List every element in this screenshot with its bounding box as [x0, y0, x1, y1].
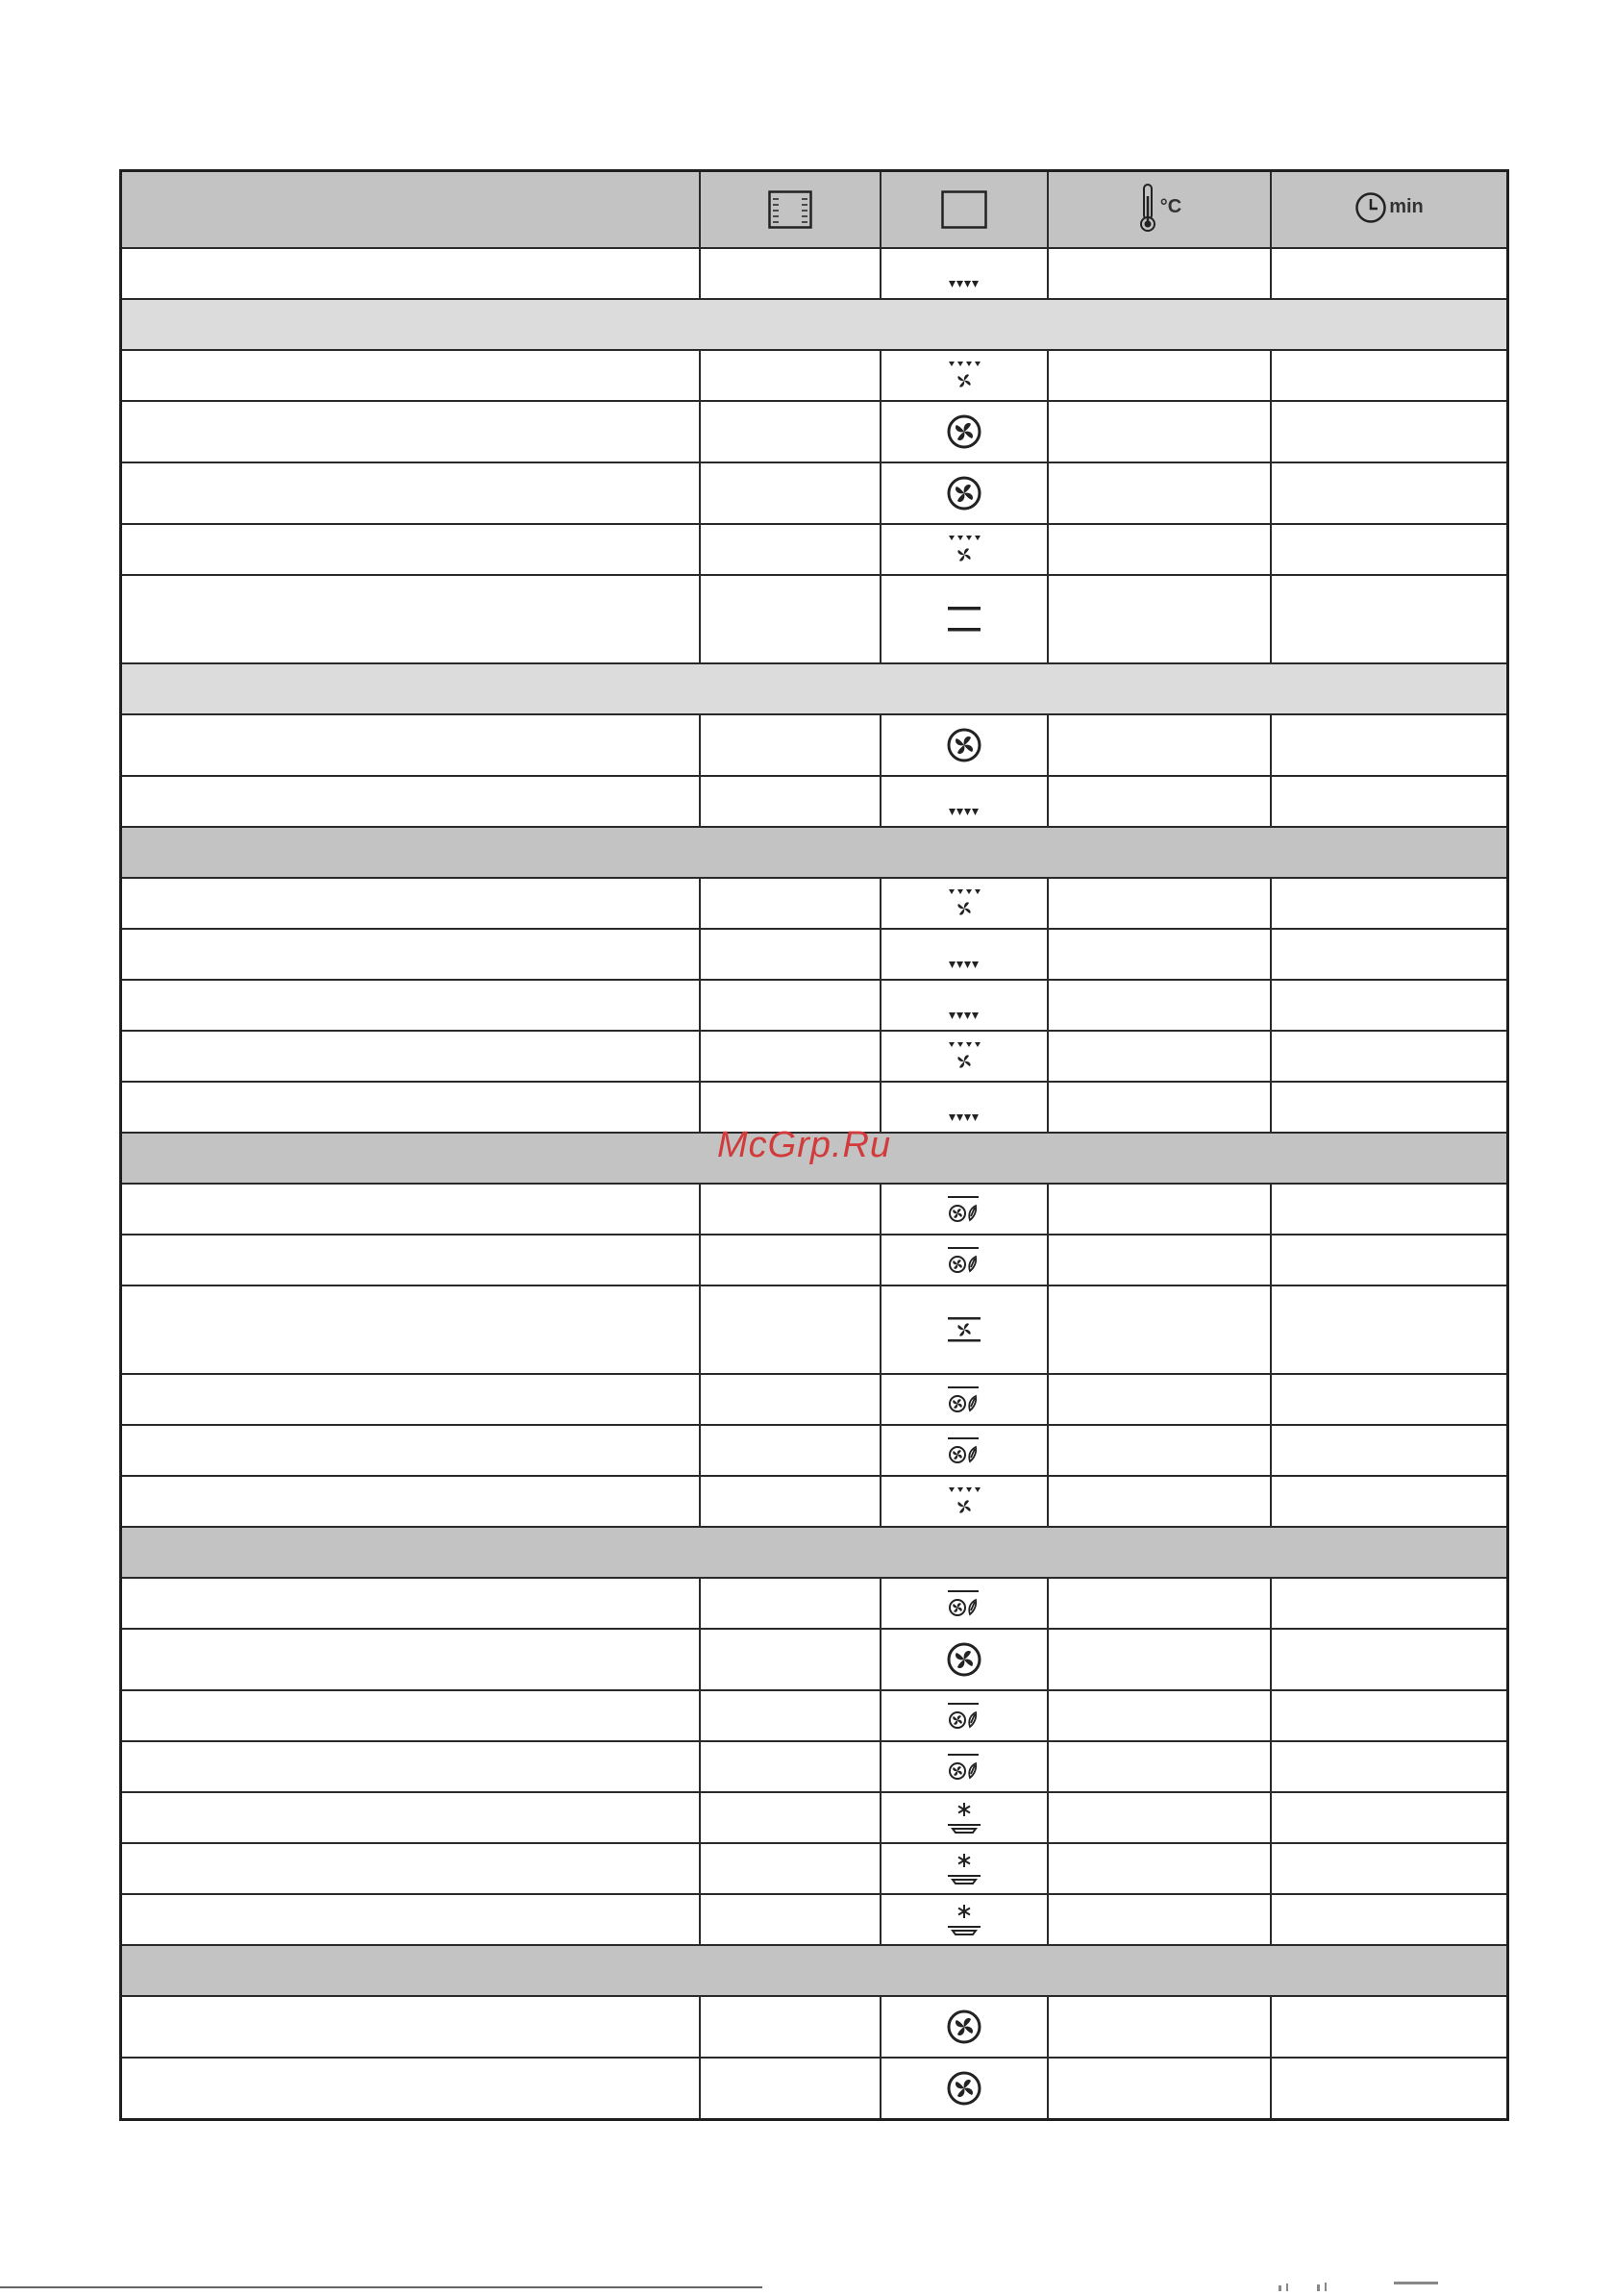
- temperature-cell: [1048, 462, 1271, 524]
- time-cell: [1271, 462, 1508, 524]
- temperature-cell: [1048, 1235, 1271, 1285]
- dish-cell: [121, 2058, 701, 2120]
- mode-cell: [881, 1235, 1048, 1285]
- table-row: [121, 1629, 1508, 1690]
- header-temperature-column: [1048, 171, 1271, 249]
- shelf-level-cell: [700, 1629, 881, 1690]
- time-cell: [1271, 524, 1508, 575]
- mode-cell: [881, 524, 1048, 575]
- table-row: [121, 1374, 1508, 1425]
- table-header-row: [121, 171, 1508, 249]
- grill-fan-icon: [945, 1193, 983, 1226]
- shelf-level-cell: [700, 1031, 881, 1082]
- shelf-level-cell: [700, 1425, 881, 1476]
- header-mode-column: [881, 171, 1048, 249]
- time-cell: [1271, 1184, 1508, 1235]
- dish-cell: [121, 776, 701, 827]
- section-title-cell: [121, 827, 1508, 878]
- shelf-level-cell: [700, 401, 881, 462]
- shelf-level-cell: [700, 1843, 881, 1894]
- table-row: [121, 1425, 1508, 1476]
- dish-cell: [121, 714, 701, 776]
- dish-cell: [121, 878, 701, 929]
- shelf-level-cell: [700, 462, 881, 524]
- shelf-level-cell: [700, 714, 881, 776]
- time-cell: [1271, 1792, 1508, 1843]
- dish-cell: [121, 1184, 701, 1235]
- hot-air-fan-icon: [946, 727, 982, 763]
- time-cell: [1271, 1031, 1508, 1082]
- time-cell: [1271, 2058, 1508, 2120]
- section-title-cell: [121, 1527, 1508, 1578]
- shelf-level-cell: [700, 980, 881, 1031]
- temperature-cell: [1048, 1082, 1271, 1133]
- mode-cell: [881, 929, 1048, 980]
- mode-cell: [881, 2058, 1048, 2120]
- table-section-row: [121, 827, 1508, 878]
- time-cell: [1271, 1476, 1508, 1527]
- table-row: [121, 350, 1508, 401]
- grill-fan-icon: [945, 1244, 983, 1277]
- table-row: [121, 776, 1508, 827]
- dish-cell: [121, 401, 701, 462]
- table-section-row: [121, 1945, 1508, 1996]
- hot-air-fan-icon: [946, 413, 982, 450]
- time-cell: [1271, 1235, 1508, 1285]
- dish-cell: [121, 1476, 701, 1527]
- section-title-cell: [121, 1945, 1508, 1996]
- table-row: [121, 1285, 1508, 1374]
- shelf-level-cell: [700, 1235, 881, 1285]
- shelf-level-cell: [700, 929, 881, 980]
- shelf-level-cell: [700, 1690, 881, 1741]
- time-cell: [1271, 1996, 1508, 2058]
- dish-cell: [121, 1082, 701, 1133]
- bottom-heat-fan-icon: [947, 1485, 981, 1518]
- dish-cell: [121, 248, 701, 299]
- time-cell: [1271, 1894, 1508, 1945]
- dish-cell: [121, 980, 701, 1031]
- header-dish-column: [121, 171, 701, 249]
- time-unit-label: min: [1389, 196, 1424, 217]
- header-shelf-column: [700, 171, 881, 249]
- shelf-level-cell: [700, 776, 881, 827]
- mode-cell: [881, 1082, 1048, 1133]
- grill-fan-icon: [945, 1700, 983, 1733]
- table-row: [121, 1578, 1508, 1629]
- temperature-cell: [1048, 1629, 1271, 1690]
- temperature-cell: [1048, 1690, 1271, 1741]
- dish-cell: [121, 1894, 701, 1945]
- time-cell: [1271, 1741, 1508, 1792]
- temperature-cell: [1048, 1578, 1271, 1629]
- mode-cell: [881, 980, 1048, 1031]
- mode-cell: [881, 1578, 1048, 1629]
- dish-cell: [121, 462, 701, 524]
- shelf-level-cell: [700, 524, 881, 575]
- temperature-cell: [1048, 1476, 1271, 1527]
- time-cell: [1271, 1285, 1508, 1374]
- shelf-level-cell: [700, 1476, 881, 1527]
- temperature-cell: [1048, 929, 1271, 980]
- mode-cell: [881, 1629, 1048, 1690]
- bottom-heat-fan-icon: [947, 1040, 981, 1073]
- temperature-cell: [1048, 2058, 1271, 2120]
- temperature-cell: [1048, 1843, 1271, 1894]
- bottom-heat-fan-icon: [947, 534, 981, 566]
- time-cell: [1271, 1578, 1508, 1629]
- time-cell: [1271, 575, 1508, 663]
- time-cell: [1271, 980, 1508, 1031]
- table-row: [121, 2058, 1508, 2120]
- grill-fan-icon: [945, 1751, 983, 1784]
- table-row: [121, 524, 1508, 575]
- time-cell: [1271, 248, 1508, 299]
- mode-cell: [881, 462, 1048, 524]
- table-row: [121, 1476, 1508, 1527]
- table-row: [121, 1184, 1508, 1235]
- mode-cell: [881, 1425, 1048, 1476]
- dish-cell: [121, 524, 701, 575]
- table-section-row: [121, 663, 1508, 714]
- table-section-row: [121, 1527, 1508, 1578]
- bottom-heat-fan-icon: [947, 360, 981, 392]
- table-row: [121, 929, 1508, 980]
- grill-fan-icon: [945, 1587, 983, 1620]
- time-cell: [1271, 1425, 1508, 1476]
- mode-cell: [881, 714, 1048, 776]
- temperature-cell: [1048, 1996, 1271, 2058]
- table-row: [121, 980, 1508, 1031]
- temperature-cell: [1048, 714, 1271, 776]
- temperature-cell: [1048, 1374, 1271, 1425]
- table-row: [121, 1741, 1508, 1792]
- temperature-cell: [1048, 350, 1271, 401]
- bottom-heat-icon: [947, 1111, 981, 1125]
- time-cell: [1271, 1629, 1508, 1690]
- temperature-cell: [1048, 575, 1271, 663]
- table-row: [121, 1031, 1508, 1082]
- table-row: [121, 462, 1508, 524]
- mode-cell: [881, 878, 1048, 929]
- temperature-cell: [1048, 1792, 1271, 1843]
- hot-air-fan-icon: [946, 2009, 982, 2045]
- clock-icon: [1354, 191, 1387, 224]
- mode-cell: [881, 1792, 1048, 1843]
- mode-cell: [881, 1374, 1048, 1425]
- time-cell: [1271, 929, 1508, 980]
- shelf-level-cell: [700, 575, 881, 663]
- time-cell: [1271, 1843, 1508, 1894]
- top-bottom-heat-icon: [946, 603, 982, 636]
- section-title-cell: [121, 663, 1508, 714]
- top-bottom-fan-icon: [946, 1313, 982, 1346]
- bottom-heat-icon: [947, 806, 981, 819]
- mode-cell: [881, 1285, 1048, 1374]
- grill-fan-icon: [945, 1435, 983, 1467]
- mode-cell: [881, 776, 1048, 827]
- dish-cell: [121, 1741, 701, 1792]
- table-row: [121, 1996, 1508, 2058]
- section-title-cell: [121, 299, 1508, 350]
- defrost-icon: [945, 1851, 983, 1887]
- time-cell: [1271, 1082, 1508, 1133]
- bottom-heat-fan-icon: [947, 887, 981, 920]
- dish-cell: [121, 1031, 701, 1082]
- time-cell: [1271, 878, 1508, 929]
- table-row: [121, 1894, 1508, 1945]
- time-cell: [1271, 350, 1508, 401]
- grill-fan-icon: [945, 1384, 983, 1416]
- mode-cell: [881, 575, 1048, 663]
- table-row: [121, 248, 1508, 299]
- oven-mode-icon: [941, 190, 987, 229]
- dish-cell: [121, 1285, 701, 1374]
- shelf-level-cell: [700, 1578, 881, 1629]
- mode-cell: [881, 401, 1048, 462]
- mode-cell: [881, 1996, 1048, 2058]
- header-time-column: [1271, 171, 1508, 249]
- shelf-level-cell: [700, 1741, 881, 1792]
- mode-cell: [881, 1843, 1048, 1894]
- shelf-level-cell: [700, 2058, 881, 2120]
- dish-cell: [121, 929, 701, 980]
- mode-cell: [881, 1031, 1048, 1082]
- dish-cell: [121, 1792, 701, 1843]
- dish-cell: [121, 1629, 701, 1690]
- dish-cell: [121, 1374, 701, 1425]
- defrost-icon: [945, 1800, 983, 1836]
- shelf-level-cell: [700, 1894, 881, 1945]
- shelf-level-cell: [700, 350, 881, 401]
- temperature-cell: [1048, 1741, 1271, 1792]
- temperature-unit-label: °C: [1159, 196, 1182, 217]
- hot-air-fan-icon: [946, 2070, 982, 2107]
- temperature-cell: [1048, 878, 1271, 929]
- dish-cell: [121, 1425, 701, 1476]
- mode-cell: [881, 350, 1048, 401]
- shelf-level-cell: [700, 1285, 881, 1374]
- temperature-cell: [1048, 401, 1271, 462]
- mode-cell: [881, 1894, 1048, 1945]
- table-row: [121, 878, 1508, 929]
- dish-cell: [121, 1843, 701, 1894]
- dish-cell: [121, 1578, 701, 1629]
- time-cell: [1271, 776, 1508, 827]
- hot-air-fan-icon: [946, 475, 982, 512]
- mode-cell: [881, 1476, 1048, 1527]
- hot-air-fan-icon: [946, 1641, 982, 1678]
- temperature-cell: [1048, 1285, 1271, 1374]
- bottom-heat-icon: [947, 959, 981, 972]
- table-row: [121, 1690, 1508, 1741]
- time-cell: [1271, 401, 1508, 462]
- dish-cell: [121, 1690, 701, 1741]
- dish-cell: [121, 1996, 701, 2058]
- table-row: [121, 575, 1508, 663]
- table-row: [121, 714, 1508, 776]
- shelf-level-cell: [700, 1374, 881, 1425]
- time-cell: [1271, 714, 1508, 776]
- table-row: [121, 1792, 1508, 1843]
- oven-shelf-level-icon: [768, 190, 812, 229]
- shelf-level-cell: [700, 878, 881, 929]
- footer-marks: [1279, 2279, 1567, 2290]
- mode-cell: [881, 1690, 1048, 1741]
- time-cell: [1271, 1690, 1508, 1741]
- thermometer-icon: [1137, 183, 1158, 233]
- mode-cell: [881, 248, 1048, 299]
- table-section-row: [121, 299, 1508, 350]
- mode-cell: [881, 1741, 1048, 1792]
- bottom-heat-icon: [947, 1010, 981, 1023]
- watermark-text: McGrp.Ru: [717, 1125, 892, 1165]
- shelf-level-cell: [700, 248, 881, 299]
- temperature-cell: [1048, 1425, 1271, 1476]
- table-row: [121, 1235, 1508, 1285]
- table-row: [121, 1843, 1508, 1894]
- footer-divider: [0, 2286, 762, 2288]
- temperature-cell: [1048, 776, 1271, 827]
- mode-cell: [881, 1184, 1048, 1235]
- dish-cell: [121, 1235, 701, 1285]
- shelf-level-cell: [700, 1996, 881, 2058]
- defrost-icon: [945, 1902, 983, 1938]
- temperature-cell: [1048, 1031, 1271, 1082]
- dish-cell: [121, 575, 701, 663]
- temperature-cell: [1048, 1184, 1271, 1235]
- temperature-cell: [1048, 980, 1271, 1031]
- shelf-level-cell: [700, 1792, 881, 1843]
- dish-cell: [121, 350, 701, 401]
- temperature-cell: [1048, 1894, 1271, 1945]
- table-body: [121, 248, 1508, 2120]
- time-cell: [1271, 1374, 1508, 1425]
- bottom-heat-icon: [947, 278, 981, 291]
- temperature-cell: [1048, 248, 1271, 299]
- table-row: [121, 401, 1508, 462]
- shelf-level-cell: [700, 1184, 881, 1235]
- temperature-cell: [1048, 524, 1271, 575]
